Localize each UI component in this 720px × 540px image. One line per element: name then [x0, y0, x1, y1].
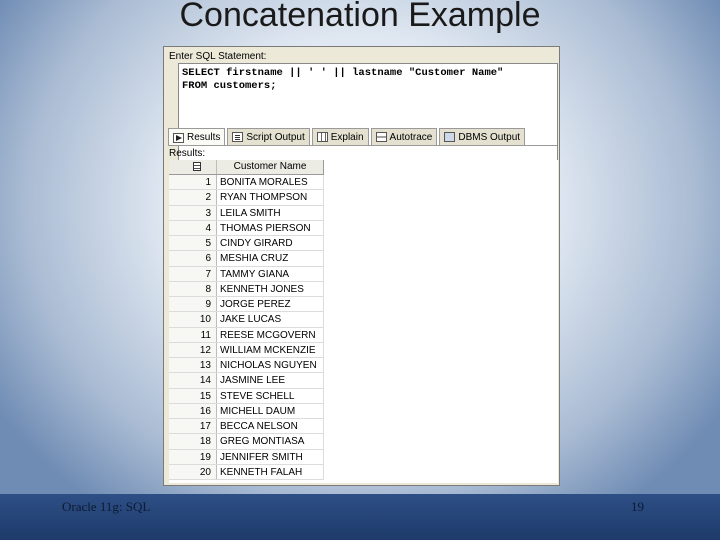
row-number: 2	[169, 190, 217, 204]
results-grid	[169, 160, 558, 483]
script-icon	[232, 132, 243, 142]
tab-results-label: Results	[187, 132, 221, 143]
sql-line-2: FROM customers;	[182, 80, 277, 92]
table-row[interactable]	[169, 434, 324, 449]
row-number: 8	[169, 282, 217, 296]
table-row[interactable]	[169, 419, 324, 434]
customer-name-cell[interactable]: KENNETH FALAH	[217, 465, 324, 479]
results-rows	[169, 175, 324, 480]
autotrace-icon	[376, 132, 387, 142]
customer-name-cell[interactable]: RYAN THOMPSON	[217, 190, 324, 204]
table-row[interactable]	[169, 251, 324, 266]
table-row[interactable]	[169, 465, 324, 480]
sql-statement-label: Enter SQL Statement:	[169, 51, 267, 62]
tab-autotrace[interactable]	[371, 128, 438, 145]
row-number: 18	[169, 434, 217, 448]
table-row[interactable]	[169, 358, 324, 373]
row-number: 4	[169, 221, 217, 235]
table-row[interactable]	[169, 190, 324, 205]
row-number: 3	[169, 206, 217, 220]
customer-name-cell[interactable]: KENNETH JONES	[217, 282, 324, 296]
row-number: 17	[169, 419, 217, 433]
customer-name-cell[interactable]: MESHIA CRUZ	[217, 251, 324, 265]
tab-dbms-output[interactable]	[439, 128, 525, 145]
tab-script-output-label: Script Output	[246, 131, 305, 143]
row-number: 13	[169, 358, 217, 372]
row-number: 6	[169, 251, 217, 265]
customer-name-cell[interactable]: JORGE PEREZ	[217, 297, 324, 311]
table-row[interactable]	[169, 343, 324, 358]
tab-autotrace-label: Autotrace	[389, 131, 433, 143]
tab-results[interactable]	[168, 128, 225, 146]
customer-name-cell[interactable]: CINDY GIRARD	[217, 236, 324, 250]
grid-corner[interactable]	[169, 160, 217, 174]
customer-name-cell[interactable]: BECCA NELSON	[217, 419, 324, 433]
row-number: 15	[169, 389, 217, 403]
results-label: Results:	[169, 148, 206, 159]
customer-name-cell[interactable]: REESE MCGOVERN	[217, 328, 324, 342]
row-number: 20	[169, 465, 217, 479]
customer-name-cell[interactable]: TAMMY GIANA	[217, 267, 324, 281]
table-row[interactable]	[169, 389, 324, 404]
tab-script-output[interactable]	[227, 128, 309, 145]
column-header-customer-name[interactable]: Customer Name	[233, 161, 307, 172]
customer-name-cell[interactable]: JENNIFER SMITH	[217, 450, 324, 464]
customer-name-cell[interactable]: LEILA SMITH	[217, 206, 324, 220]
customer-name-cell[interactable]: JAKE LUCAS	[217, 312, 324, 326]
explain-icon	[317, 132, 328, 142]
table-row[interactable]	[169, 282, 324, 297]
row-number: 5	[169, 236, 217, 250]
table-row[interactable]	[169, 297, 324, 312]
customer-name-cell[interactable]: BONITA MORALES	[217, 175, 324, 189]
sql-line-1: SELECT firstname || ' ' || lastname "Customer Name"	[182, 67, 504, 79]
table-row[interactable]	[169, 267, 324, 282]
table-icon	[193, 162, 201, 171]
table-row[interactable]	[169, 450, 324, 465]
customer-name-cell[interactable]: NICHOLAS NGUYEN	[217, 358, 324, 372]
table-row[interactable]	[169, 175, 324, 190]
row-number: 14	[169, 373, 217, 387]
table-row[interactable]	[169, 206, 324, 221]
table-row[interactable]	[169, 221, 324, 236]
row-number: 7	[169, 267, 217, 281]
run-icon	[173, 133, 184, 143]
row-number: 9	[169, 297, 217, 311]
table-row[interactable]	[169, 236, 324, 251]
customer-name-cell[interactable]: JASMINE LEE	[217, 373, 324, 387]
row-number: 19	[169, 450, 217, 464]
sql-editor[interactable]	[178, 63, 558, 170]
page-number: 19	[631, 499, 644, 514]
dbms-icon	[444, 132, 455, 142]
results-grid-header	[169, 160, 324, 175]
customer-name-cell[interactable]: MICHELL DAUM	[217, 404, 324, 418]
customer-name-cell[interactable]: THOMAS PIERSON	[217, 221, 324, 235]
customer-name-cell[interactable]: WILLIAM MCKENZIE	[217, 343, 324, 357]
customer-name-cell[interactable]: STEVE SCHELL	[217, 389, 324, 403]
tab-divider	[168, 145, 557, 146]
table-row[interactable]	[169, 328, 324, 343]
row-number: 12	[169, 343, 217, 357]
row-number: 11	[169, 328, 217, 342]
footer-text: Oracle 11g: SQL	[62, 499, 151, 514]
sql-developer-panel	[163, 46, 560, 486]
row-number: 10	[169, 312, 217, 326]
row-number: 16	[169, 404, 217, 418]
row-number: 1	[169, 175, 217, 189]
customer-name-cell[interactable]: GREG MONTIASA	[217, 434, 324, 448]
table-row[interactable]	[169, 373, 324, 388]
tab-explain-label: Explain	[330, 131, 364, 143]
tab-dbms-output-label: DBMS Output	[458, 131, 521, 143]
tab-explain[interactable]	[312, 128, 369, 145]
table-row[interactable]	[169, 404, 324, 419]
slide-title: Concatenation Example	[179, 0, 541, 34]
table-row[interactable]	[169, 312, 324, 327]
output-tabs	[168, 128, 527, 146]
